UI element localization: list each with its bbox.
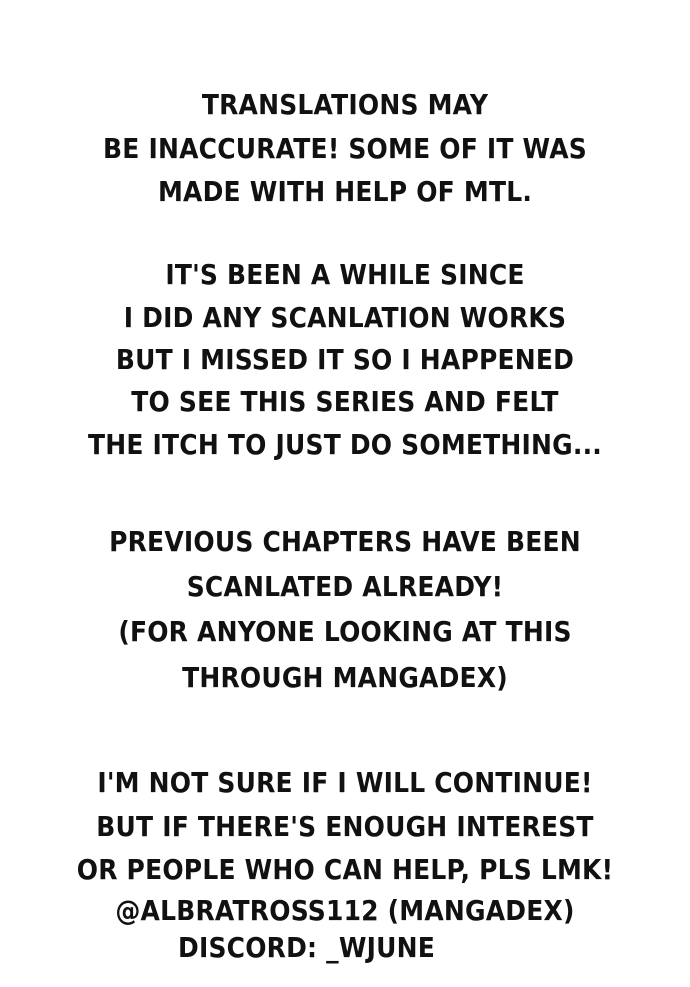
note-line: THROUGH MANGADEX) xyxy=(182,661,508,694)
note-line: IT'S BEEN A WHILE SINCE xyxy=(165,258,525,291)
note-line: PREVIOUS CHAPTERS HAVE BEEN xyxy=(109,525,581,558)
note-line: BUT I MISSED IT SO I HAPPENED xyxy=(115,343,575,376)
note-line: (FOR ANYONE LOOKING AT THIS xyxy=(118,615,572,648)
note-line: MADE WITH HELP OF MTL. xyxy=(157,175,533,208)
note-line: OR PEOPLE WHO CAN HELP, PLS LMK! xyxy=(76,853,614,886)
note-line: SCANLATED ALREADY! xyxy=(186,570,504,603)
note-line: THE ITCH TO JUST DO SOMETHING... xyxy=(88,428,602,461)
contact-mangadex: @ALBRATROSS112 (MANGADEX) xyxy=(115,894,575,927)
note-line: TRANSLATIONS MAY xyxy=(201,88,489,121)
note-line: BE INACCURATE! SOME OF IT WAS xyxy=(103,132,587,165)
note-line: TO SEE THIS SERIES AND FELT xyxy=(131,385,559,418)
contact-discord: DISCORD: _WJUNE xyxy=(178,931,436,964)
note-line: BUT IF THERE'S ENOUGH INTEREST xyxy=(96,810,594,843)
note-line: I'M NOT SURE IF I WILL CONTINUE! xyxy=(97,766,593,799)
note-line: I DID ANY SCANLATION WORKS xyxy=(123,301,567,334)
